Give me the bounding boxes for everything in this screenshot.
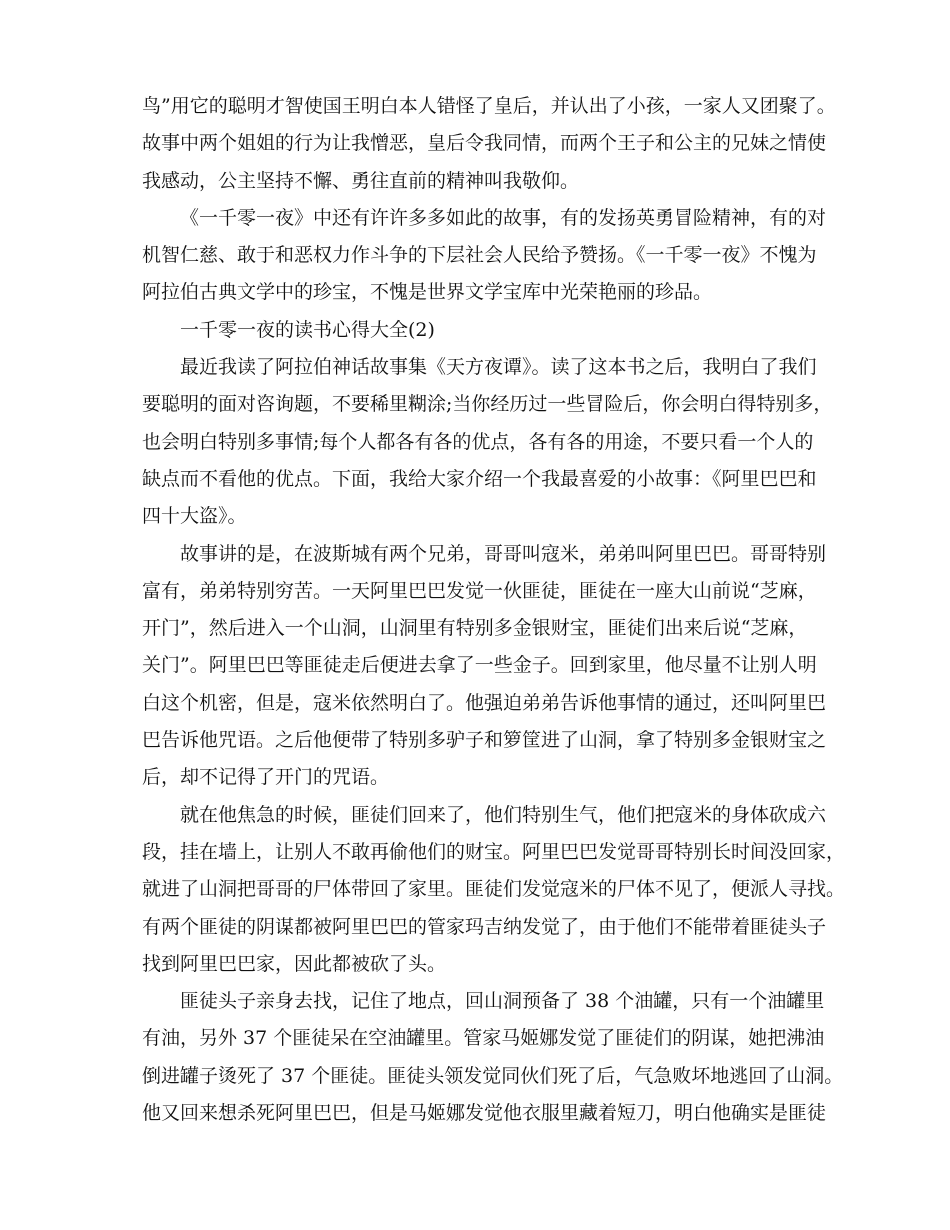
text-line: 阿拉伯古典文学中的珍宝，不愧是世界文学宝库中光荣艳丽的珍品。: [142, 281, 713, 304]
text-line: 开门”，然后进入一个山洞，山洞里有特别多金银财宝，匪徒们出来后说“芝麻，: [142, 617, 808, 640]
text-line: 有两个匪徒的阴谋都被阿里巴巴的管家玛吉纳发觉了，由于他们不能带着匪徒头子: [142, 915, 827, 938]
text-line: 巴告诉他咒语。之后他便带了特别多驴子和箩筐进了山洞，拿了特别多金银财宝之: [142, 729, 827, 752]
text-line: 机智仁慈、敢于和恶权力作斗争的下层社会人民给予赞扬。《一千零一夜》不愧为: [142, 244, 817, 267]
text-line: 也会明白特别多事情;每个人都各有各的优点，各有各的用途，不要只看一个人的: [142, 430, 814, 453]
text-line: 故事讲的是，在波斯城有两个兄弟，哥哥叫寇米，弟弟叫阿里巴巴。哥哥特别: [180, 542, 827, 565]
text-line: 富有，弟弟特别穷苦。一天阿里巴巴发觉一伙匪徒，匪徒在一座大山前说“芝麻，: [142, 579, 817, 602]
text-line: 鸟”用它的聪明才智使国王明白本人错怪了皇后，并认出了小孩，一家人又团聚了。: [142, 95, 836, 117]
text-line: 找到阿里巴巴家，因此都被砍了头。: [142, 952, 447, 975]
text-line: 段，挂在墙上，让别人不敢再偷他们的财宝。阿里巴巴发觉哥哥特别长时间没回家，: [142, 840, 846, 863]
text-line: 倒进罐子烫死了 37 个匪徒。匪徒头领发觉同伙们死了后，气急败坏地逃回了山洞。: [142, 1064, 844, 1087]
text-line: 后，却不记得了开门的咒语。: [142, 766, 390, 789]
text-line: 有油，另外 37 个匪徒呆在空油罐里。管家马姬娜发觉了匪徒们的阴谋，她把沸油: [142, 1027, 825, 1050]
text-line: 就在他焦急的时候，匪徒们回来了，他们特别生气，他们把寇米的身体砍成六: [180, 803, 827, 826]
text-line: 我感动，公主坚持不懈、勇往直前的精神叫我敬仰。: [142, 169, 580, 192]
text-line: 故事中两个姐姐的行为让我憎恶，皇后令我同情，而两个王子和公主的兄妹之情使: [142, 132, 827, 155]
text-line: 白这个机密，但是，寇米依然明白了。他强迫弟弟告诉他事情的通过，还叫阿里巴: [142, 691, 827, 714]
text-line: 关门”。阿里巴巴等匪徒走后便进去拿了一些金子。回到家里，他尽量不让别人明: [142, 654, 817, 677]
document-body: [142, 88, 846, 1132]
text-line: 匪徒头子亲身去找，记住了地点，回山洞预备了 38 个油罐，只有一个油罐里: [180, 990, 825, 1013]
text-line: 他又回来想杀死阿里巴巴，但是马姬娜发觉他衣服里藏着短刀，明白他确实是匪徒: [142, 1102, 827, 1125]
text-line: 要聪明的面对咨询题，不要稀里糊涂;当你经历过一些冒险后，你会明白得特别多，: [142, 393, 833, 416]
text-line: 缺点而不看他的优点。下面，我给大家介绍一个我最喜爱的小故事：《阿里巴巴和: [142, 467, 817, 490]
text-line: 四十大盗》。: [142, 505, 247, 528]
text-line: 最近我读了阿拉伯神话故事集《天方夜谭》。读了这本书之后，我明白了我们: [180, 356, 817, 379]
text-line: 就进了山洞把哥哥的尸体带回了家里。匪徒们发觉寇米的尸体不见了，便派人寻找。: [142, 878, 846, 901]
text-line: 《一千零一夜》中还有许许多多如此的故事，有的发扬英勇冒险精神，有的对: [180, 206, 827, 229]
section-heading: 一千零一夜的读书心得大全(2): [180, 318, 435, 341]
